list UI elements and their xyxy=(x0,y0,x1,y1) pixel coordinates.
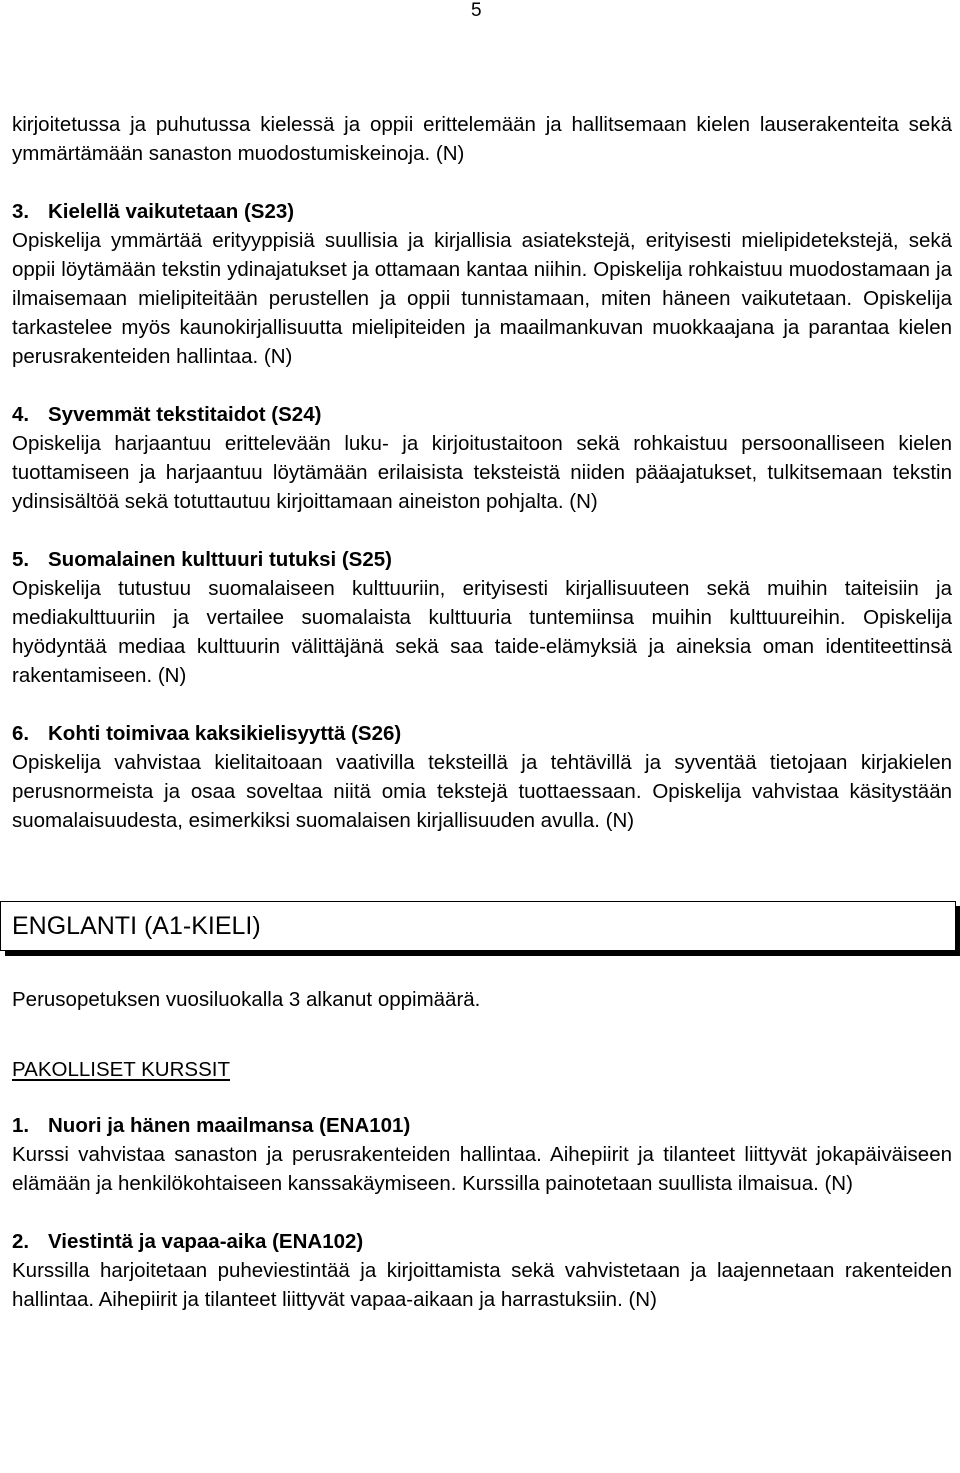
intro-paragraph: kirjoitetussa ja puhutussa kielessä ja oppii erittelemään ja hallitsemaan kielen lauserakenteita sekä ymmärtämään sanaston muodostumiskeinoja. (N) xyxy=(12,113,952,165)
section-heading xyxy=(12,197,952,226)
course-title: Nuori ja hänen maailmansa (ENA101) xyxy=(48,1114,411,1137)
course-text: Kurssilla harjoitetaan puheviestintää ja kirjoittamista sekä vahvistetaan ja laajennetaan rakenteiden hallintaa. Aihepiirit ja tilanteet liittyvät vapaa-aikaan ja harrastuksiin. (N) xyxy=(12,1259,952,1311)
section-number: 5. xyxy=(12,548,30,571)
section-number: 4. xyxy=(12,403,30,426)
document-body xyxy=(12,110,952,1314)
subject-title: ENGLANTI (A1-KIELI) xyxy=(12,911,261,940)
section-text: Opiskelija tutustuu suomalaiseen kulttuuriin, erityisesti kirjallisuuteen sekä muihin taiteisiin ja mediakulttuuriin ja vertailee suomalaista kulttuuria tuntemiinsa muihin kulttuureihin. Opiskelija hyödyntää mediaa kulttuurin välittäjänä sekä saa taide-elämyksiä ja aineksia oman identiteettinsä rakentamiseen. (N) xyxy=(12,577,952,687)
section-number: 6. xyxy=(12,722,30,745)
section-s24 xyxy=(12,400,952,516)
course-heading xyxy=(12,1227,952,1256)
section-s26 xyxy=(12,719,952,835)
section-heading xyxy=(12,545,952,574)
subject-title-box xyxy=(0,901,956,951)
section-s23 xyxy=(12,197,952,371)
section-heading xyxy=(12,400,952,429)
section-title: Kielellä vaikutetaan (S23) xyxy=(48,200,295,223)
course-title: Viestintä ja vapaa-aika (ENA102) xyxy=(48,1230,364,1253)
section-heading xyxy=(12,719,952,748)
section-text: Opiskelija harjaantuu erittelevään luku- ja kirjoitustaitoon sekä rohkaistuu persoonalliseen kielen tuottamiseen ja harjaantuu löytämään erilaisista teksteistä niiden pääajatukset, tulkitsemaan tekstin ydinsisältöä sekä totuttautuu kirjoittamaan aineiston pohjalta. (N) xyxy=(12,432,952,513)
course-ena102 xyxy=(12,1227,952,1314)
section-text: Opiskelija vahvistaa kielitaitoaan vaativilla teksteillä ja tehtävillä ja syventää tietojaan kirjakielen perusnormeista ja osaa soveltaa niitä omia tekstejä tuottaessaan. Opiskelija vahvistaa käsitystään suomalaisuudesta, esimerkiksi suomalaisen kirjallisuuden avulla. (N) xyxy=(12,751,952,832)
section-title: Syvemmät tekstitaidot (S24) xyxy=(48,403,322,426)
page-number: 5 xyxy=(471,0,482,21)
section-title: Kohti toimivaa kaksikielisyyttä (S26) xyxy=(48,722,402,745)
course-heading xyxy=(12,1111,952,1140)
course-number: 1. xyxy=(12,1114,30,1137)
subject-intro: Perusopetuksen vuosiluokalla 3 alkanut oppimäärä. xyxy=(12,988,481,1011)
courses-heading: PAKOLLISET KURSSIT xyxy=(12,1058,230,1081)
section-number: 3. xyxy=(12,200,30,223)
section-s25 xyxy=(12,545,952,690)
section-title: Suomalainen kulttuuri tutuksi (S25) xyxy=(48,548,392,571)
section-text: Opiskelija ymmärtää erityyppisiä suullisia ja kirjallisia asiatekstejä, erityisesti mielipidetekstejä, sekä oppii löytämään tekstin ydinajatukset ja ottamaan kantaa niihin. Opiskelija rohkaistuu muodostamaan ja ilmaisemaan mielipiteitään perustellen ja oppii tunnistamaan, miten häneen vaikutetaan. Opiskelija tarkastelee myös kaunokirjallisuutta mielipiteiden ja maailmankuvan muokkaajana ja parantaa kielen perusrakenteiden hallintaa. (N) xyxy=(12,229,952,368)
course-text: Kurssi vahvistaa sanaston ja perusrakenteiden hallintaa. Aihepiirit ja tilanteet liittyvät jokapäiväiseen elämään ja henkilökohtaiseen kanssakäymiseen. Kurssilla painotetaan suullista ilmaisua. (N) xyxy=(12,1143,952,1195)
course-ena101 xyxy=(12,1111,952,1198)
course-number: 2. xyxy=(12,1230,30,1253)
